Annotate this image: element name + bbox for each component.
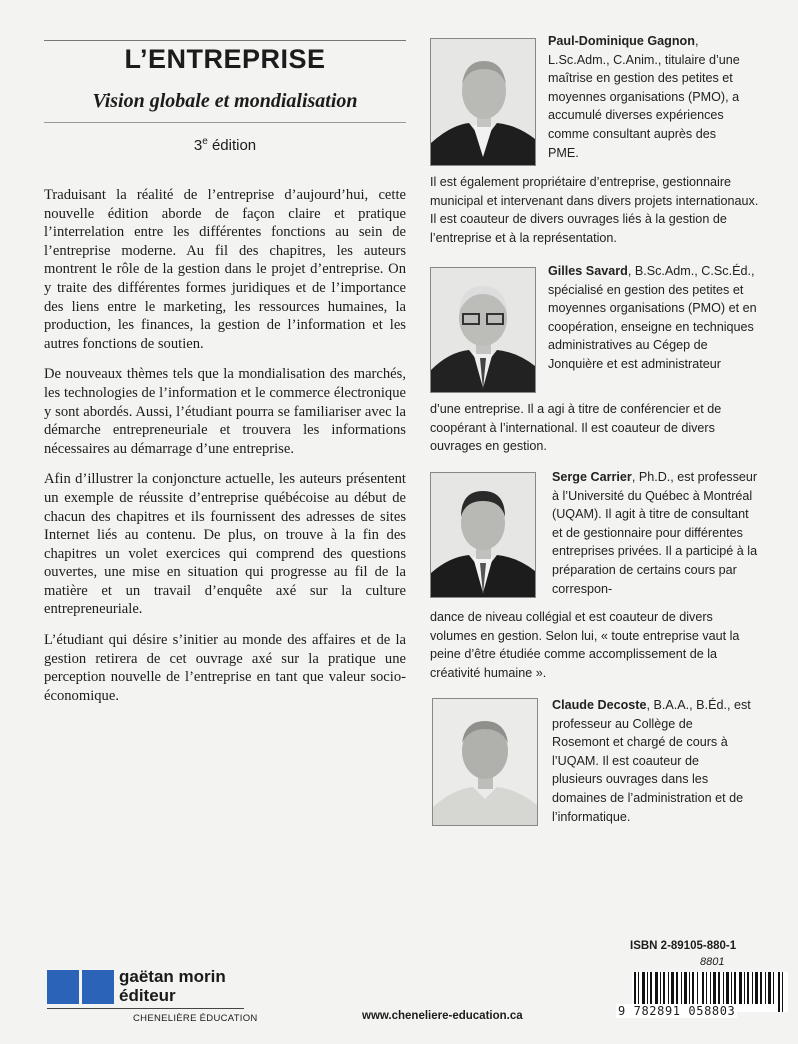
- author-name: Serge Carrier: [552, 470, 632, 484]
- author-photo-decoste: [432, 698, 538, 826]
- author-name: Gilles Savard: [548, 264, 628, 278]
- publisher-logo-square-right: [82, 970, 114, 1004]
- blurb-paragraph: Traduisant la réalité de l’entreprise d’aujourd’hui, cette nouvelle édition aborde de façon claire et pratique l’interrelation entre les différentes fonctions au sein de l’entreprise moderne. Au fil des chapitres, les auteurs montrent le rôle de la gestion dans le projet d’entreprise. On y traite des différentes formes juridiques et de l’importance des liens entre le marketing, les ressources humaines, la production, les finances, la gestion de l’information et les autres fonctions de soutien.: [44, 187, 406, 352]
- publisher-name-line2: éditeur: [119, 986, 176, 1005]
- back-cover-blurb: [44, 186, 406, 717]
- author-bio-savard-full: d’une entreprise. Il a agi à titre de conférencier et de coopérant à l’international. Il est coauteur de divers ouvrages en gestion.: [430, 402, 722, 454]
- blurb-paragraph: L’étudiant qui désire s’initier au monde des affaires et de la gestion retirera de cet ouvrage axé sur la pratique une perception nouvelle de l’entreprise en tant que valeur socio-économique.: [44, 632, 406, 704]
- blurb-paragraph: Afin d’illustrer la conjoncture actuelle, les auteurs présentent un exemple de réussite d’entreprise québécoise au début de chacun des chapitres et ils fournissent des adresses de sites Internet liés au contenu. De plus, on trouve à la fin des chapitres un volet exercices qui comprend des questions ouvertes, une mise en situation qui progresse au fil de la matière et un travail d’enquête axé sur la culture entrepreneuriale.: [44, 471, 406, 618]
- isbn-label: ISBN 2-89105-880-1: [630, 940, 737, 952]
- book-subtitle: Vision globale et mondialisation: [92, 90, 358, 112]
- publisher-name-line1: gaëtan morin: [119, 967, 226, 986]
- publisher-rule: [47, 1008, 244, 1009]
- author-name: Paul-Dominique Gagnon: [548, 34, 695, 48]
- blurb-paragraph: De nouveaux thèmes tels que la mondialisation des marchés, les technologies de l’information et le commerce électronique y sont abordés. Aussi, l’étudiant pourra se familiariser avec la démarche entrepreneuriale et trouvera les informations nécessaires au démarrage d’une entreprise.: [44, 366, 406, 457]
- author-photo-carrier: [430, 472, 536, 598]
- author-bio-gagnon-side: Paul-Dominique Gagnon, L.Sc.Adm., C.Anim., titulaire d’une maîtrise en gestion des petites et moyennes organisations (PMO), a accumulé diverses expériences comme consultant auprès des PME.: [548, 34, 740, 160]
- author-bio-gagnon-full: Il est également propriétaire d’entreprise, gestionnaire municipal et intervenant dans divers projets internationaux. Il est coauteur de divers ouvrages liés à la gestion de l’entreprise et à la représentation.: [430, 175, 759, 245]
- edition-label: 3e édition: [193, 136, 257, 154]
- author-photo-gagnon: [430, 38, 536, 166]
- barcode-number: 9 782891 058803: [618, 1004, 736, 1018]
- imprint-name: CHENELIÈRE ÉDUCATION: [133, 1013, 258, 1024]
- isbn-short-code: 8801: [700, 956, 725, 968]
- author-bio-decoste-side: Claude Decoste, B.A.A., B.Éd., est professeur au Collège de Rosemont et chargé de cours à l’UQAM. Il est coauteur de plusieurs ouvrages dans les domaines de l’administration et de l’informatique.: [552, 698, 751, 824]
- author-name: Claude Decoste: [552, 698, 647, 712]
- publisher-website: www.cheneliere-education.ca: [362, 1010, 523, 1022]
- book-title: L’ENTREPRISE: [124, 44, 326, 74]
- subtitle-rule: [44, 122, 406, 123]
- title-rule-top: [44, 40, 406, 41]
- publisher-logo-square-left: [47, 970, 79, 1004]
- author-bio-carrier-full: dance de niveau collégial et est coauteur de divers volumes en gestion. Selon lui, « toute entreprise vaut la peine d’être étudiée comme accomplissement de la créativité humaine ».: [430, 610, 740, 680]
- author-photo-savard: [430, 267, 536, 393]
- author-bio-carrier-side: Serge Carrier, Ph.D., est professeur à l’Université du Québec à Montréal (UQAM). Il agit à titre de consultant et de gestionnaire pour différentes entreprises privées. Il a participé à la préparation de certains cours par correspon-: [552, 470, 758, 596]
- author-bio-savard-side: Gilles Savard, B.Sc.Adm., C.Sc.Éd., spécialisé en gestion des petites et moyennes organisations (PMO) et en coopération, enseigne en techniques administratives au Cégep de Jonquière et est administrateur: [548, 264, 757, 371]
